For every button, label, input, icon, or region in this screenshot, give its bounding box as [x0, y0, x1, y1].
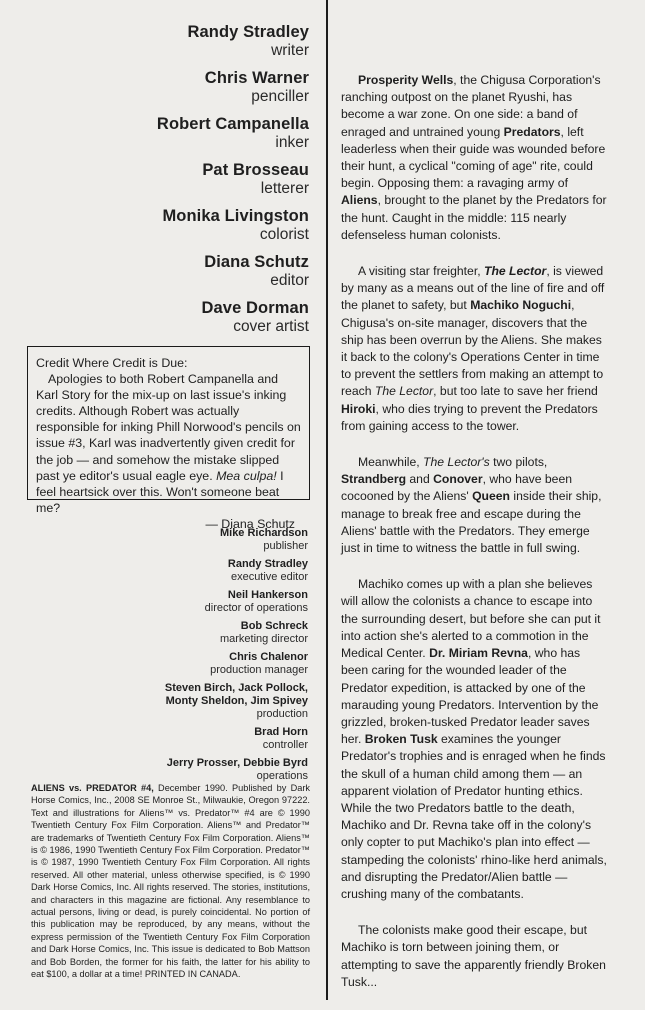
synopsis-bold-name: Hiroki	[341, 401, 376, 416]
credit-role: inker	[275, 134, 309, 151]
synopsis-bold-name: Aliens	[341, 193, 378, 208]
indicia-text: December 1990. Published by Dark Horse Comics, Inc., 2008 SE Monroe St., Milwaukie, Oregon 97222. Text and illustrations for Aliens™ vs. Predator™ #4 are © 1990 Twentieth Century Fox Film Corporation. Aliens™ and Predator™ are trademarks of Twentieth Century Fox Film Corporation. Aliens™ is © 1986, 1990 Twentieth Century Fox Film Corporation. Predator™ is © 1987, 1990 Twentieth Century Fox Film Corporation. All rights reserved. All other material, unless otherwise specified, is © 1990 Dark Horse Comics, Inc. All rights reserved. The stories, institutions, and characters in this magazine are fictional. Any resemblance to actual persons, living or dead, is purely coincidental. No portion of this publication may be reproduced, by any means, without the express permission of the Twentieth Century Fox Film Corporation and Dark Horse Comics, Inc. This issue is dedicated to Bob Mattson and Bob Borden, the former for his faith, the latter for his ability to eat $100, a dollar at a time!	[31, 783, 310, 980]
indicia-printed: PRINTED IN CANADA.	[144, 969, 241, 980]
synopsis-text: Meanwhile,	[358, 455, 424, 470]
credit-role: editor	[270, 272, 309, 289]
staff-name: Steven Birch, Jack Pollock, Monty Sheldon, Jim Spivey	[164, 682, 308, 707]
synopsis-paragraph	[341, 72, 609, 244]
synopsis-text: examines the younger Predator's trophies and is enraged when he finds the skull of a human child among them — an apparent violation of Predator hunting ethics. While the two Predators battle to the death, Machiko and Dr. Revna take off in the colony's only copter to put Machiko's plan into effect — stampeding the colonists' rhino-like herd animals, and disrupting the Predator/Alien battle — crushing many of the combatants.	[341, 732, 607, 901]
synopsis-paragraph	[341, 922, 609, 991]
synopsis-text: , who has been caring for the wounded leader of the Predator expedition, is attacked by one of the marauding young Predators. Intervention by the grizzled, broken-tusked Predator leader saves her.	[341, 646, 599, 747]
editor-note-body	[36, 371, 301, 516]
synopsis-bold-name: Conover	[433, 472, 483, 487]
synopsis-text: two pilots,	[489, 455, 548, 470]
staff-entry	[150, 682, 308, 720]
synopsis-text: , left leaderless when their guide was wounded before their hunt, a cyclical "coming of age" rite, could begin. Opposing them: a ravaging army of	[341, 124, 606, 191]
creator-credits	[0, 22, 309, 344]
staff-role: production	[256, 708, 308, 720]
staff-name: Brad Horn	[254, 726, 308, 738]
publication-indicia	[31, 782, 310, 981]
editor-note-signature: — Diana Schutz	[205, 516, 295, 531]
synopsis-italic-title: The Lector	[374, 384, 434, 399]
synopsis-bold-name: Machiko Noguchi	[470, 298, 572, 313]
staff-role: director of operations	[204, 602, 308, 614]
synopsis-text: The colonists make good their escape, but Machiko is torn between joining them, or attempting to save the apparently friendly Broken Tusk...	[341, 923, 606, 989]
staff-entry	[150, 620, 308, 645]
synopsis-paragraph	[341, 576, 609, 903]
staff-name: Randy Stradley	[227, 558, 308, 570]
staff-role: controller	[262, 739, 308, 751]
synopsis-text: inside their ship, manage to break free and escape during the Aliens' battle with the Predators. They emerge just in time to witness the battle in full swing.	[341, 489, 602, 556]
credit-role: colorist	[259, 226, 309, 243]
credit-name: Diana Schutz	[204, 253, 309, 271]
synopsis-bold-name: Broken Tusk	[364, 732, 438, 747]
staff-role: publisher	[263, 540, 308, 552]
credit-role: cover artist	[233, 318, 309, 335]
staff-role: operations	[256, 770, 308, 782]
synopsis-bold-name: Strandberg	[341, 472, 407, 487]
column-divider-rule	[326, 0, 328, 1000]
synopsis-paragraph	[341, 263, 609, 435]
synopsis-text: A visiting star freighter,	[358, 264, 484, 279]
synopsis-bold-italic-title: The Lector	[484, 264, 547, 279]
credit-letterer	[0, 160, 309, 197]
synopsis-text: and	[406, 472, 434, 487]
credit-cover-artist	[0, 298, 309, 335]
staff-entry	[150, 558, 308, 583]
synopsis-paragraph	[341, 454, 609, 557]
credit-role: letterer	[260, 180, 309, 197]
credit-name: Chris Warner	[204, 69, 309, 87]
credit-name: Pat Brosseau	[202, 161, 309, 179]
synopsis-text: Machiko comes up with a plan she believes will allow the colonists a chance to escape into the surrounding desert, but before she can put it into action she's alerted to a commotion in the Medical Center.	[341, 577, 601, 661]
staff-name: Mike Richardson	[219, 527, 308, 539]
synopsis-italic-title: The Lector's	[423, 455, 490, 470]
synopsis-bold-name: Prosperity Wells	[358, 73, 454, 87]
staff-name: Jerry Prosser, Debbie Byrd	[166, 757, 308, 769]
indicia-lead: ALIENS vs. PREDATOR #4,	[31, 783, 154, 793]
synopsis-text: , but too late to save her friend	[433, 384, 598, 399]
credit-name: Randy Stradley	[187, 23, 309, 41]
synopsis-text: , the Chigusa Corporation's ranching outpost on the planet Ryushi, has become a war zone. On one side: a band of enraged and untrained young	[341, 73, 601, 139]
credit-colorist	[0, 206, 309, 243]
credit-inker	[0, 114, 309, 151]
credit-writer	[0, 22, 309, 59]
staff-entry	[150, 757, 308, 782]
credit-role: writer	[271, 42, 309, 59]
synopsis-text: , who have been cocooned by the Aliens'	[341, 472, 573, 504]
editor-note-text: Apologies to both Robert Campanella and Karl Story for the mix-up on last issue's inking credits. Although Robert was actually responsible for inking Phill Norwood's pencils on issue #3, Karl was inadvertently given credit for the job — and somehow the mistake slipped past ye editor's usual eagle eye.	[36, 372, 301, 483]
staff-entry	[150, 527, 308, 552]
synopsis-text: , is viewed by many as a means out of the line of fire and off the planet to safety, but	[341, 264, 605, 313]
credit-name: Robert Campanella	[156, 115, 309, 133]
credit-role: penciller	[251, 88, 309, 105]
staff-name: Neil Hankerson	[227, 589, 308, 601]
synopsis-bold-name: Queen	[472, 489, 511, 504]
credit-name: Dave Dorman	[201, 299, 309, 317]
credit-editor	[0, 252, 309, 289]
synopsis-bold-name: Predators	[503, 124, 561, 139]
staff-entry	[150, 589, 308, 614]
editor-note-mea-culpa: Mea culpa!	[216, 468, 277, 483]
synopsis-text: , brought to the planet by the Predators for the hunt. Caught in the middle: 115 nearly defenseless human colonists.	[341, 193, 607, 242]
staff-role: marketing director	[219, 633, 308, 645]
credit-name: Monika Livingston	[162, 207, 309, 225]
editor-note-heading: Credit Where Credit is Due:	[36, 356, 188, 370]
synopsis-text: , Chigusa's on-site manager, discovers that the ship has been overrun by the Aliens. She makes it back to the colony's Operations Center in time to prevent the settlers from making an attempt to reach	[341, 298, 604, 399]
staff-role: executive editor	[230, 571, 308, 583]
staff-role: production manager	[210, 664, 308, 676]
editor-note-text-end: I feel heartsick over this. Won't someone beat me?	[36, 468, 284, 515]
staff-name: Bob Schreck	[240, 620, 308, 632]
staff-entry	[150, 726, 308, 751]
credit-penciller	[0, 68, 309, 105]
staff-entry	[150, 651, 308, 676]
story-synopsis	[341, 72, 609, 1010]
editor-note-box	[27, 346, 310, 531]
staff-name: Chris Chalenor	[229, 651, 308, 663]
publisher-staff-list	[150, 527, 308, 788]
synopsis-text: , who dies trying to prevent the Predators from gaining access to the tower.	[341, 401, 598, 433]
synopsis-bold-name: Dr. Miriam Revna	[429, 646, 528, 661]
